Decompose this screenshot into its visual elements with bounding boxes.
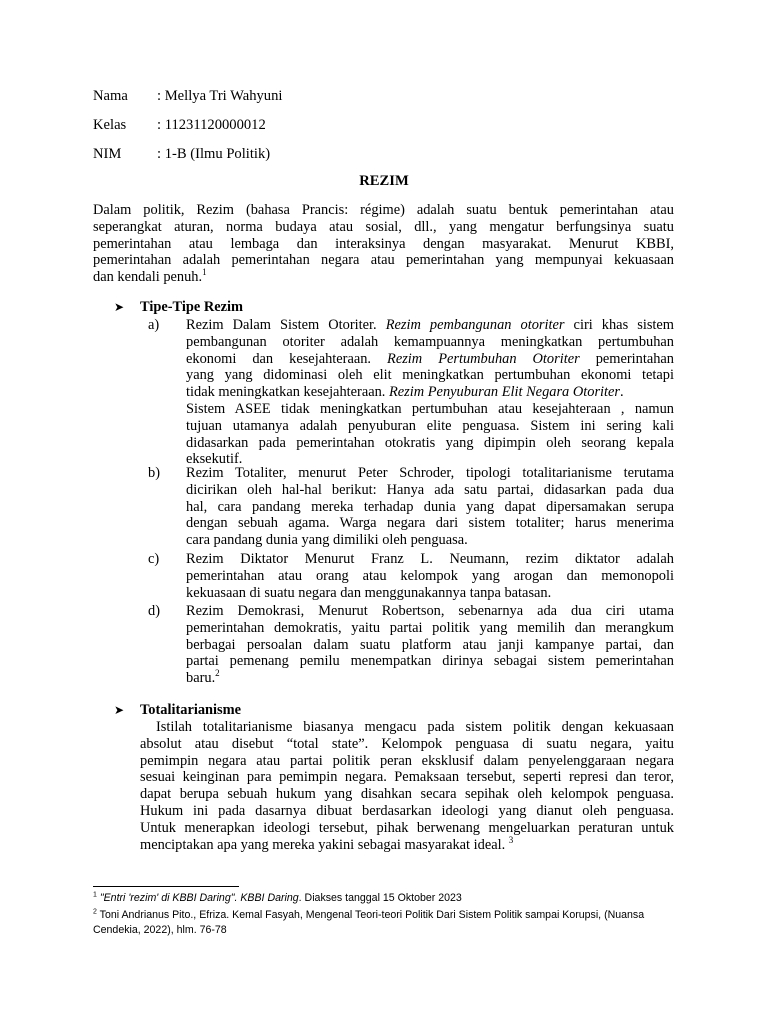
footnote-line: Cendekia, 2022), hlm. 76-78 bbox=[93, 924, 227, 936]
item-segment: tidak meningkatkan kesejahteraan. bbox=[186, 384, 386, 401]
kelas-label: Kelas bbox=[93, 117, 127, 133]
document-title: REZIM bbox=[359, 173, 409, 189]
para-line: pemimpin negara atau partai politik peran eksklusif dalam penyelenggaraan negara bbox=[140, 752, 674, 769]
item-segment: baru. bbox=[186, 670, 216, 687]
list-marker: b) bbox=[148, 465, 160, 481]
footnote-1 bbox=[93, 891, 674, 906]
item-segment: ekonomi dan kesejahteraan. bbox=[186, 350, 372, 367]
item-line: partai pemenang pemilu menempatkan dirinya sebagai sistem pemerintahan bbox=[186, 653, 674, 670]
item-segment: ciri khas sistem bbox=[564, 317, 675, 333]
nim-value: : 1-B (Ilmu Politik) bbox=[157, 146, 271, 162]
section-heading-text: Totalitarianisme bbox=[140, 702, 242, 718]
para-line: Istilah totalitarianisme biasanya mengacu pada sistem politik dengan kekuasaan bbox=[156, 719, 674, 735]
nama-label: Nama bbox=[93, 88, 128, 104]
para-line: absolut atau disebut “total state”. Kelompok penguasa di suatu negara, yaitu bbox=[140, 735, 674, 752]
item-line: kekuasaan di suatu negara dan menggunakannya tanpa batasan. bbox=[186, 584, 552, 601]
item-line: pemerintahan demokratis, yaitu partai politik yang memilih dan merangkum bbox=[186, 619, 674, 636]
item-line: eksekutif. bbox=[186, 451, 243, 468]
footnote-ref-1: 1 bbox=[202, 267, 207, 278]
nama-value: : Mellya Tri Wahyuni bbox=[157, 88, 283, 104]
item-line bbox=[186, 384, 674, 401]
item-line: hal, cara pandang mereka terhadap dunia yang dapat dipersamakan serupa bbox=[186, 498, 674, 515]
list-marker: c) bbox=[148, 551, 160, 567]
list-item-body bbox=[186, 317, 674, 468]
item-line: Rezim Totaliter, menurut Peter Schroder, tipologi totalitarianisme terutama bbox=[186, 465, 674, 481]
item-segment: . bbox=[620, 384, 624, 401]
item-segment: Rezim Dalam Sistem Otoriter. bbox=[186, 317, 386, 333]
para-line: Hukum ini pada dasarnya dibuat berdasarkan ideologi yang dianut oleh penguasa. bbox=[140, 802, 674, 819]
item-line: yang yang didominasi oleh elit meningkatkan pertumbuhan ekonomi tetapi bbox=[186, 367, 674, 384]
item-segment-italic: Rezim pembangunan otoriter bbox=[385, 317, 565, 333]
item-line: Rezim Demokrasi, Menurut Robertson, sebenarnya ada dua ciri utama bbox=[186, 603, 674, 619]
item-line: tujuan utamanya adalah penyuburan elite penguasa. Sistem ini sering kali bbox=[186, 417, 674, 434]
intro-line: pemerintahan atau lembaga dan interaksinya dengan masyarakat. Menurut KBBI, bbox=[93, 235, 674, 252]
item-line bbox=[186, 351, 674, 368]
list-marker: d) bbox=[148, 603, 160, 619]
footnote-ref-3: 3 bbox=[508, 834, 514, 845]
item-line: didasarkan pada pemerintahan otokratis yang dipimpin oleh seorang kepala bbox=[186, 434, 674, 451]
para-segment: menciptakan apa yang mereka yakini sebagai masyarakat ideal. bbox=[140, 836, 509, 853]
intro-line: pemerintahan adalah pemerintahan negara atau pemerintahan yang mempunyai kekuasaan bbox=[93, 252, 674, 269]
footnote-text: . Diakses tanggal 15 Oktober 2023 bbox=[298, 892, 462, 904]
kelas-value: : 11231120000012 bbox=[157, 117, 266, 133]
footnote-line bbox=[93, 908, 674, 923]
intro-line-last bbox=[93, 269, 674, 286]
para-line: dapat berupa sebuah hukum yang disahkan secara sepihak oleh kelompok penguasa. bbox=[140, 786, 674, 803]
item-line: Rezim Diktator Menurut Franz L. Neumann, rezim diktator adalah bbox=[186, 551, 674, 567]
nim-label: NIM bbox=[93, 146, 122, 162]
item-line: Sistem ASEE tidak meningkatkan pertumbuhan atau kesejahteraan , namun bbox=[186, 400, 674, 417]
footnote-2 bbox=[93, 908, 674, 938]
list-item-body bbox=[186, 551, 674, 601]
item-line: pembangunan otoriter adalah kemampuannya meningkatkan pertumbuhan bbox=[186, 333, 674, 350]
footnote-text: Toni Andrianus Pito., Efriza. Kemal Fasyah, Mengenal Teori-teori Politik Dari Sistem Politik sampai Korupsi, (Nuansa bbox=[99, 909, 645, 921]
intro-line: Dalam politik, Rezim (bahasa Prancis: régime) adalah suatu bentuk pemerintahan atau bbox=[93, 202, 674, 218]
footnote-source-title: "Entri 'rezim' di KBBI Daring". KBBI Daring bbox=[99, 892, 299, 904]
item-line-last bbox=[186, 670, 674, 687]
item-segment: pemerintahan bbox=[579, 350, 675, 367]
item-line: dengan sebuah agama. Warga negara dari sistem totaliter; harus menerima bbox=[186, 515, 674, 532]
arrowhead-bullet-icon: ➤ bbox=[114, 300, 125, 314]
item-line bbox=[186, 317, 674, 334]
list-item-body bbox=[186, 603, 674, 687]
para-line-last bbox=[140, 834, 674, 854]
item-line: pemerintahan atau orang atau kelompok yang arogan dan memonopoli bbox=[186, 567, 674, 584]
item-line: berbagai persoalan dalam suatu platform atau janji kampanye partai, dan bbox=[186, 636, 674, 653]
item-segment-italic: Rezim Pertumbuhan Otoriter bbox=[387, 350, 580, 367]
list-item-body bbox=[186, 465, 674, 549]
list-marker: a) bbox=[148, 317, 160, 333]
para-line: Untuk menerapkan ideologi tersebut, pihak berwenang mengeluarkan peraturan untuk bbox=[140, 819, 674, 836]
para-line: sesuai keinginan para pemimpin negara. Pemaksaan tersebut, seperti represi dan teror, bbox=[140, 769, 674, 786]
item-line: dicirikan oleh hal-hal berikut: Hanya ada satu partai, didasarkan pada dua bbox=[186, 481, 674, 498]
arrowhead-bullet-icon: ➤ bbox=[114, 703, 125, 717]
footnote-separator bbox=[93, 886, 239, 887]
item-segment-italic: Rezim Penyuburan Elit Negara Otoriter bbox=[389, 384, 621, 401]
intro-line-text: dan kendali penuh. bbox=[93, 269, 203, 286]
footnote-number: 1 bbox=[93, 891, 97, 899]
footnote-number: 2 bbox=[93, 908, 97, 916]
section-heading-text: Tipe-Tipe Rezim bbox=[140, 299, 243, 315]
intro-paragraph bbox=[93, 202, 674, 286]
totalitarianisme-paragraph bbox=[140, 719, 674, 853]
item-line: cara pandang dunia yang dimiliki oleh penguasa. bbox=[186, 532, 468, 549]
intro-line: seperangkat aturan, norma budaya atau sosial, dll., yang mengatur berfungsinya suatu bbox=[93, 218, 674, 235]
footnote-ref-2: 2 bbox=[215, 668, 220, 679]
